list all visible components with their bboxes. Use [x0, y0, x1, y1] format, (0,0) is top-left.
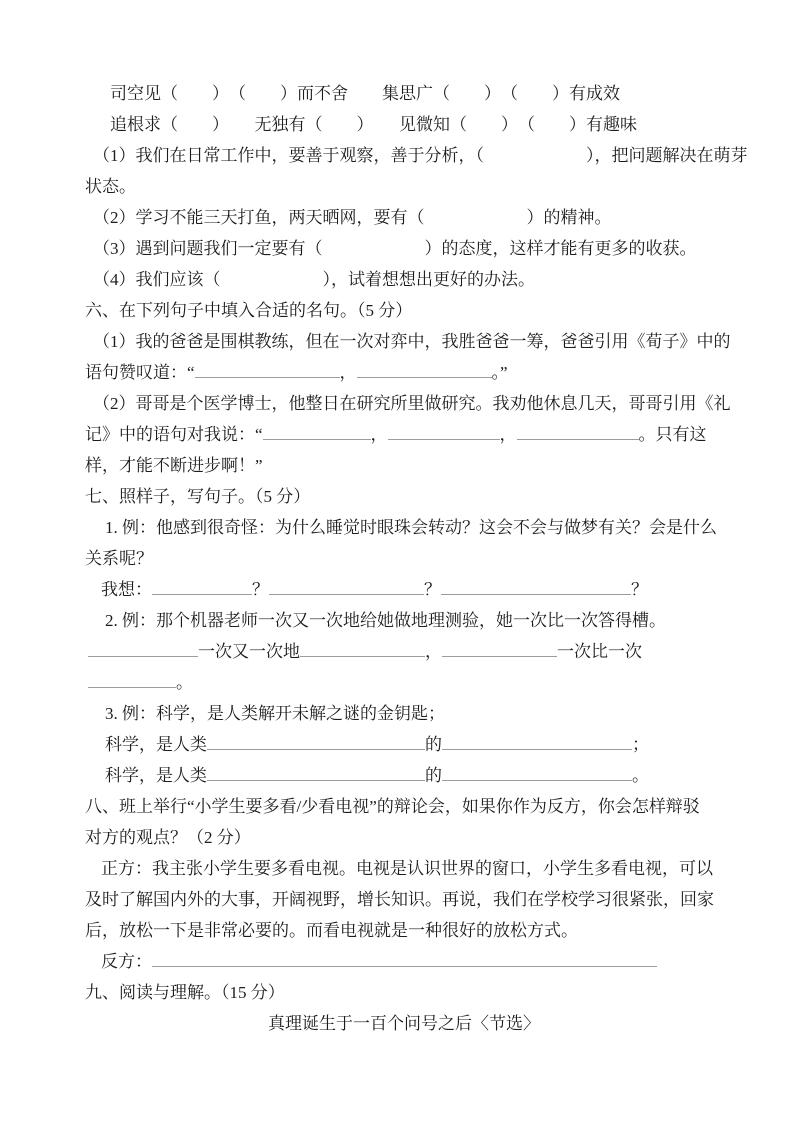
text-segment: 正方：我主张小学生要多看电视。电视是认识世界的窗口，小学生多看电视，可以 — [101, 859, 713, 878]
text-segment: ？ — [631, 580, 648, 599]
answer-line-with-blanks — [85, 760, 723, 791]
text-segment: 九、阅读与理解。（15 分） — [85, 983, 285, 1002]
fill-in-blank — [195, 361, 340, 378]
text-segment: 科学，是人类 — [105, 735, 207, 754]
pro-side-argument-continuation — [85, 915, 723, 946]
text-segment: （1）我的爸爸是围棋教练，但在一次对弈中，我胜爸爸一筹，爸爸引用《荀子》中的 — [93, 332, 731, 351]
reading-passage-title — [85, 1008, 723, 1039]
text-segment: 的 — [425, 735, 442, 754]
section-nine-heading — [85, 977, 723, 1008]
fill-in-blank — [207, 764, 425, 781]
answer-line-with-blanks — [85, 667, 723, 698]
fill-in-blank — [207, 733, 425, 750]
text-segment: （2）哥哥是个医学博士，他整日在研究所里做研究。我劝他休息几天，哥哥引用《礼 — [93, 394, 731, 413]
fill-in-blank — [152, 578, 252, 595]
fill-in-blank — [88, 671, 176, 688]
text-segment: 及时了解国内外的大事，开阔视野，增长知识。再说，我们在学校学习很紧张，回家 — [85, 890, 714, 909]
text-segment: 状态。 — [85, 177, 136, 196]
text-segment: ， — [370, 425, 388, 444]
text-segment: 样，才能不断进步啊！” — [85, 456, 263, 475]
text-segment: 一次比一次 — [557, 642, 642, 661]
text-segment: 关系呢？ — [85, 549, 153, 568]
fill-in-sentence-2 — [85, 202, 723, 233]
text-segment: 。只有这 — [638, 425, 707, 444]
fill-in-blank — [517, 423, 639, 440]
text-segment: 追根求（ ） 无独有（ ） 见微知（ ） （ ）有趣味 — [110, 115, 637, 134]
text-segment: 3. 例：科学，是人类解开未解之谜的金钥匙； — [105, 704, 445, 723]
text-segment: 八、班上举行“小学生要多看/少看电视”的辩论会，如果你作为反方，你会怎样辩驳 — [85, 797, 700, 816]
text-segment: 我想： — [101, 580, 152, 599]
example-sentence-2 — [85, 605, 723, 636]
fill-in-blank — [357, 361, 492, 378]
text-segment: ； — [632, 735, 649, 754]
section-six-heading — [85, 295, 723, 326]
text-segment: 七、照样子，写句子。（5 分） — [85, 487, 311, 506]
fill-in-blank — [442, 764, 632, 781]
text-segment: 1. 例：他感到很奇怪：为什么睡觉时眼珠会转动？这会不会与做梦有关？会是什么 — [105, 518, 717, 537]
fill-in-blank — [269, 578, 424, 595]
text-segment: （2）学习不能三天打鱼，两天晒网，要有（ ）的精神。 — [93, 208, 612, 227]
fill-in-blank — [442, 640, 557, 657]
fill-in-blank — [88, 640, 198, 657]
text-segment: ， — [499, 425, 517, 444]
section-eight-heading-continuation — [85, 822, 723, 853]
answer-line-with-blanks — [85, 729, 723, 760]
famous-quote-item-2 — [85, 388, 731, 419]
text-segment: 。 — [632, 766, 649, 785]
example-sentence-1-continuation — [85, 543, 723, 574]
fill-in-blank — [300, 640, 425, 657]
famous-quote-item-1-blanks — [85, 357, 723, 388]
example-sentence-3 — [85, 698, 723, 729]
text-segment: 后，放松一下是非常必要的。而看电视就是一种很好的放松方式。 — [85, 921, 578, 940]
text-segment: （1）我们在日常工作中，要善于观察，善于分析，（ ），把问题解决在萌芽 — [93, 146, 748, 165]
answer-line-with-blanks — [85, 574, 723, 605]
text-segment: 。” — [491, 363, 508, 382]
text-segment: 对方的观点？（2 分） — [85, 828, 251, 847]
text-segment: 真理诞生于一百个问号之后〈节选〉 — [268, 1014, 540, 1033]
idiom-completion-row — [85, 78, 723, 109]
text-segment: 2. 例：那个机器老师一次又一次地给她做地理测验，她一次比一次答得槽。 — [105, 611, 666, 630]
fill-in-sentence-1-continuation — [85, 171, 723, 202]
text-segment: ， — [425, 642, 442, 661]
text-segment: ， — [339, 363, 357, 382]
text-segment: ？ — [424, 580, 441, 599]
fill-in-sentence-1 — [85, 140, 748, 171]
pro-side-argument — [85, 853, 723, 884]
famous-quote-item-2-continuation — [85, 450, 723, 481]
text-segment: 科学，是人类 — [105, 766, 207, 785]
text-segment: （4）我们应该（ ），试着想想出更好的办法。 — [93, 270, 535, 289]
text-segment: 。 — [176, 673, 193, 692]
text-segment: 一次又一次地 — [198, 642, 300, 661]
text-segment: 语句赞叹道：“ — [85, 363, 195, 382]
fill-in-sentence-3 — [85, 233, 723, 264]
pro-side-argument-continuation — [85, 884, 723, 915]
idiom-completion-row — [85, 109, 723, 140]
fill-in-blank — [441, 578, 631, 595]
answer-line-with-blanks — [85, 636, 723, 667]
famous-quote-item-2-blanks — [85, 419, 723, 450]
text-segment: 的 — [425, 766, 442, 785]
con-side-answer-line — [85, 946, 723, 977]
text-segment: 六、在下列句子中填入合适的名句。（5 分） — [85, 301, 413, 320]
fill-in-blank — [263, 423, 371, 440]
fill-in-blank — [442, 733, 632, 750]
text-segment: （3）遇到问题我们一定要有（ ）的态度，这样才能有更多的收获。 — [93, 239, 697, 258]
fill-in-blank — [388, 423, 500, 440]
text-segment: ？ — [252, 580, 269, 599]
famous-quote-item-1 — [85, 326, 731, 357]
section-eight-heading — [85, 791, 723, 822]
example-sentence-1 — [85, 512, 723, 543]
section-seven-heading — [85, 481, 723, 512]
fill-in-blank — [152, 950, 657, 967]
text-segment: 司空见（ ） （ ）而不舍 集思广（ ） （ ）有成效 — [110, 84, 620, 103]
fill-in-sentence-4 — [85, 264, 723, 295]
text-segment: 反方： — [101, 952, 152, 971]
text-segment: 记》中的语句对我说：“ — [85, 425, 263, 444]
